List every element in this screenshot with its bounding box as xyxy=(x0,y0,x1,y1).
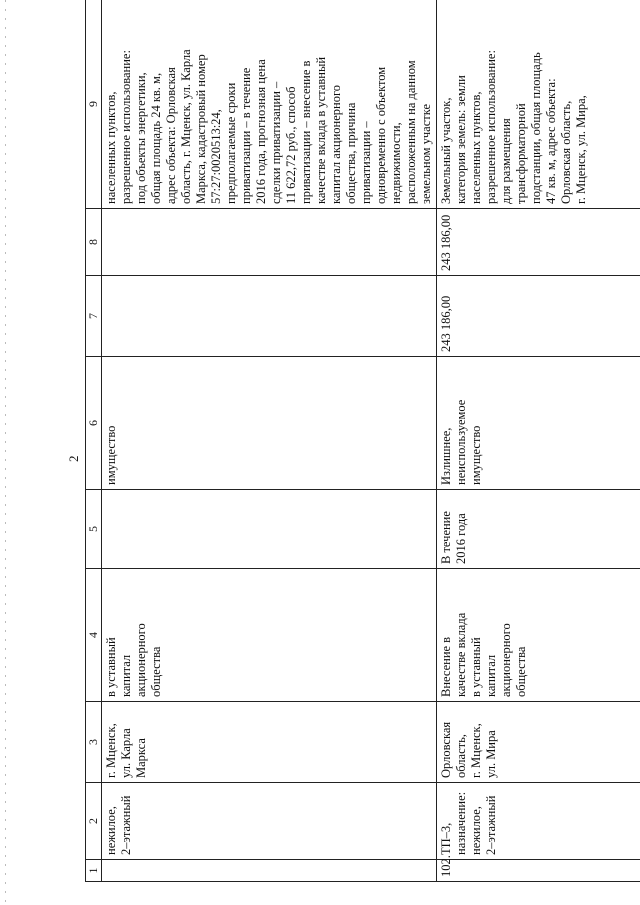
reason-cell: имущество xyxy=(102,357,437,490)
header-cell: 7 xyxy=(86,276,102,357)
object-name-cell: ТП–3, назначение: нежилое, 2–этажный xyxy=(437,783,640,860)
land-note-cell: Земельный участок, категория земель: земли населенных пунктов, разрешенное использование: для размещения трансформаторной подстанции, общая площадь 47 кв. м, адрес объекта: Орловская область, г. Мценск, ул. Мира, xyxy=(437,0,640,209)
land-note-cell: населенных пунктов, разрешенное использование: под объекты энергетики, общая площадь 24 кв. м, адрес объекта: Орловская область, г. Мценск, ул. Карла Маркса, кадастровый номер 57:27:0020513:24, предполагаемые сроки приватизации – в течение 2016 года, прогнозная цена сделки приватизации – 11 622,72 руб., способ приватизации – внесение в качестве вклада в уставный капитал акционерного общества, причина приватизации – одновременно с объектом недвижимости, расположенным на данном земельном участке xyxy=(102,0,437,209)
header-row xyxy=(86,0,102,882)
address-cell: г. Мценск, ул. Карла Маркса xyxy=(102,702,437,783)
header-cell: 8 xyxy=(86,209,102,276)
table-row xyxy=(437,0,640,882)
price-cell xyxy=(102,276,437,357)
privatization-table xyxy=(85,0,640,882)
header-cell: 4 xyxy=(86,569,102,702)
header-cell: 1 xyxy=(86,860,102,882)
header-cell: 3 xyxy=(86,702,102,783)
header-cell: 9 xyxy=(86,0,102,209)
table-row xyxy=(102,0,437,882)
row-number-cell: 102. xyxy=(437,860,640,882)
row-number-cell xyxy=(102,860,437,882)
privatization-method-cell: в уставный капитал акционерного общества xyxy=(102,569,437,702)
header-cell: 5 xyxy=(86,490,102,569)
header-cell: 2 xyxy=(86,783,102,860)
reason-cell: Излишнее, неиспользуемое имущество xyxy=(437,357,640,490)
period-cell: В течение 2016 года xyxy=(437,490,640,569)
scan-edge-mark xyxy=(5,0,6,905)
privatization-method-cell: Внесение в качестве вклада в уставный капитал акционерного общества xyxy=(437,569,640,702)
rotated-table-container xyxy=(85,20,632,882)
price-cell-2 xyxy=(102,209,437,276)
price-cell-2: 243 186,00 xyxy=(437,209,640,276)
object-name-cell: нежилое, 2–этажный xyxy=(102,783,437,860)
price-cell: 243 186,00 xyxy=(437,276,640,357)
page-number: 2 xyxy=(66,455,81,462)
period-cell xyxy=(102,490,437,569)
header-cell: 6 xyxy=(86,357,102,490)
address-cell: Орловская область, г. Мценск, ул. Мира xyxy=(437,702,640,783)
